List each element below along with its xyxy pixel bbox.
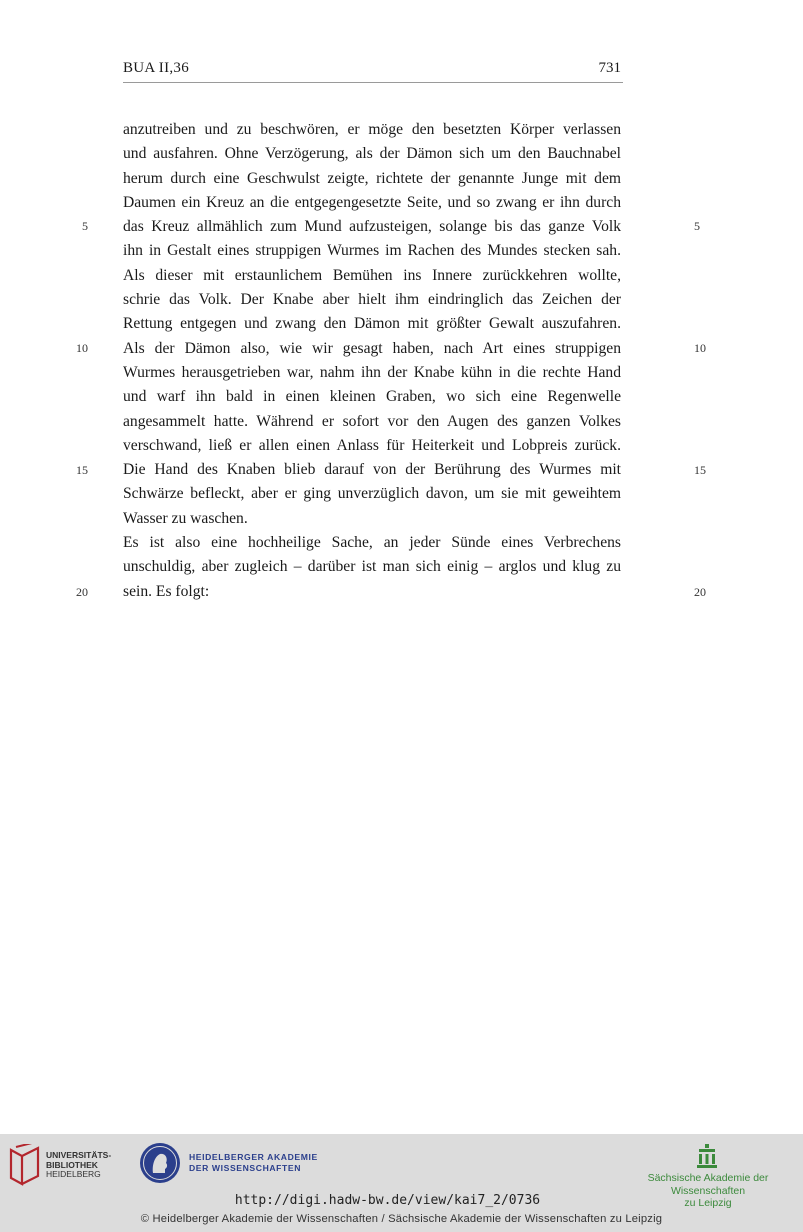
line-number-right-20: 20 bbox=[694, 585, 706, 599]
line-number-left-20: 20 bbox=[76, 585, 88, 599]
text-line: herum durch eine Geschwulst zeigte, richtete der genannte Junge mit dem bbox=[123, 169, 621, 187]
heidelberg-academy-name bbox=[189, 1152, 318, 1174]
page-number: 731 bbox=[598, 60, 621, 76]
text-line: verschwand, ließ er allen einen Anlass für Heiterkeit und Lobpreis zurück. bbox=[123, 436, 621, 454]
text-line: schrie das Volk. Der Knabe aber hielt ihm eindringlich das Zeichen der bbox=[123, 291, 621, 309]
saxon-academy-building-icon[interactable] bbox=[696, 1144, 718, 1168]
ub-line-1: UNIVERSITÄTS- bbox=[46, 1150, 112, 1160]
line-number-right-10: 10 bbox=[694, 341, 706, 355]
saw-line-2: zu Leipzig bbox=[684, 1197, 732, 1209]
footer-bar bbox=[0, 1134, 803, 1232]
text-line: Daumen ein Kreuz an die entgegengesetzte Seite, und so zwang er ihn durch bbox=[123, 193, 621, 211]
university-library-logo-icon[interactable] bbox=[8, 1144, 42, 1186]
text-line: das Kreuz allmählich zum Mund aufzusteigen, solange bis das ganze Volk bbox=[123, 218, 621, 236]
saw-line-1: Sächsische Akademie der Wissenschaften bbox=[647, 1172, 769, 1197]
text-line: Als der Dämon also, wie wir gesagt haben, nach Art eines struppigen bbox=[123, 339, 621, 357]
text-line: Die Hand des Knaben blieb darauf von der Berührung des Wurmes mit bbox=[123, 461, 621, 479]
permalink-url[interactable]: http://digi.hadw-bw.de/view/kai7_2/0736 bbox=[234, 1193, 541, 1208]
body-text bbox=[123, 118, 621, 604]
running-head bbox=[123, 60, 623, 83]
hadw-line-1: HEIDELBERGER AKADEMIE bbox=[189, 1152, 318, 1162]
text-line: Rettung entgegen und zwang den Dämon mit größter Gewalt auszufahren. bbox=[123, 315, 621, 333]
copyright-notice: © Heidelberger Akademie der Wissenschaften / Sächsische Akademie der Wissenschaften zu Leipzig bbox=[140, 1213, 663, 1225]
ub-line-3: HEIDELBERG bbox=[46, 1169, 101, 1179]
line-number-right-15: 15 bbox=[694, 463, 706, 477]
line-number-right-5: 5 bbox=[694, 219, 700, 233]
ub-line-2: BIBLIOTHEK bbox=[46, 1159, 98, 1170]
text-line: Schwärze befleckt, aber er ging unverzüglich davon, um sie mit geweihtem bbox=[123, 485, 621, 503]
text-line: sein. Es folgt: bbox=[123, 582, 210, 600]
text-line: unschuldig, aber zugleich – darüber ist man sich einig – arglos und klug zu bbox=[123, 558, 621, 576]
text-line: angesammelt hatte. Während er sofort vor den Augen des ganzen Volkes bbox=[123, 412, 621, 430]
text-line: Wurmes herausgetrieben war, nahm ihn der Knabe kühn in die rechte Hand bbox=[123, 363, 621, 381]
university-library-name bbox=[46, 1151, 111, 1180]
academy-seal-icon[interactable] bbox=[139, 1142, 181, 1184]
text-line: ihn in Gestalt eines struppigen Wurmes im Rachen des Mundes stecken sah. bbox=[123, 242, 621, 260]
text-line: Wasser zu waschen. bbox=[123, 509, 248, 527]
text-line: Als dieser mit erstaunlichem Bemühen ins Innere zurückkehren wollte, bbox=[123, 266, 621, 284]
line-number-left-10: 10 bbox=[76, 341, 88, 355]
text-line: anzutreiben und zu beschwören, er möge den besetzten Körper verlassen bbox=[123, 121, 621, 138]
line-number-left-5: 5 bbox=[82, 219, 88, 233]
text-line: und warf ihn bald in einen kleinen Graben, wo sich eine Regenwelle bbox=[123, 388, 621, 406]
hadw-line-2: DER WISSENSCHAFTEN bbox=[189, 1163, 302, 1173]
text-line: und ausfahren. Ohne Verzögerung, als der Dämon sich um den Bauchnabel bbox=[123, 145, 621, 163]
line-number-left-15: 15 bbox=[76, 463, 88, 477]
text-line: Es ist also eine hochheilige Sache, an jeder Sünde eines Verbrechens bbox=[123, 534, 621, 552]
running-head-title: BUA II,36 bbox=[123, 60, 190, 76]
